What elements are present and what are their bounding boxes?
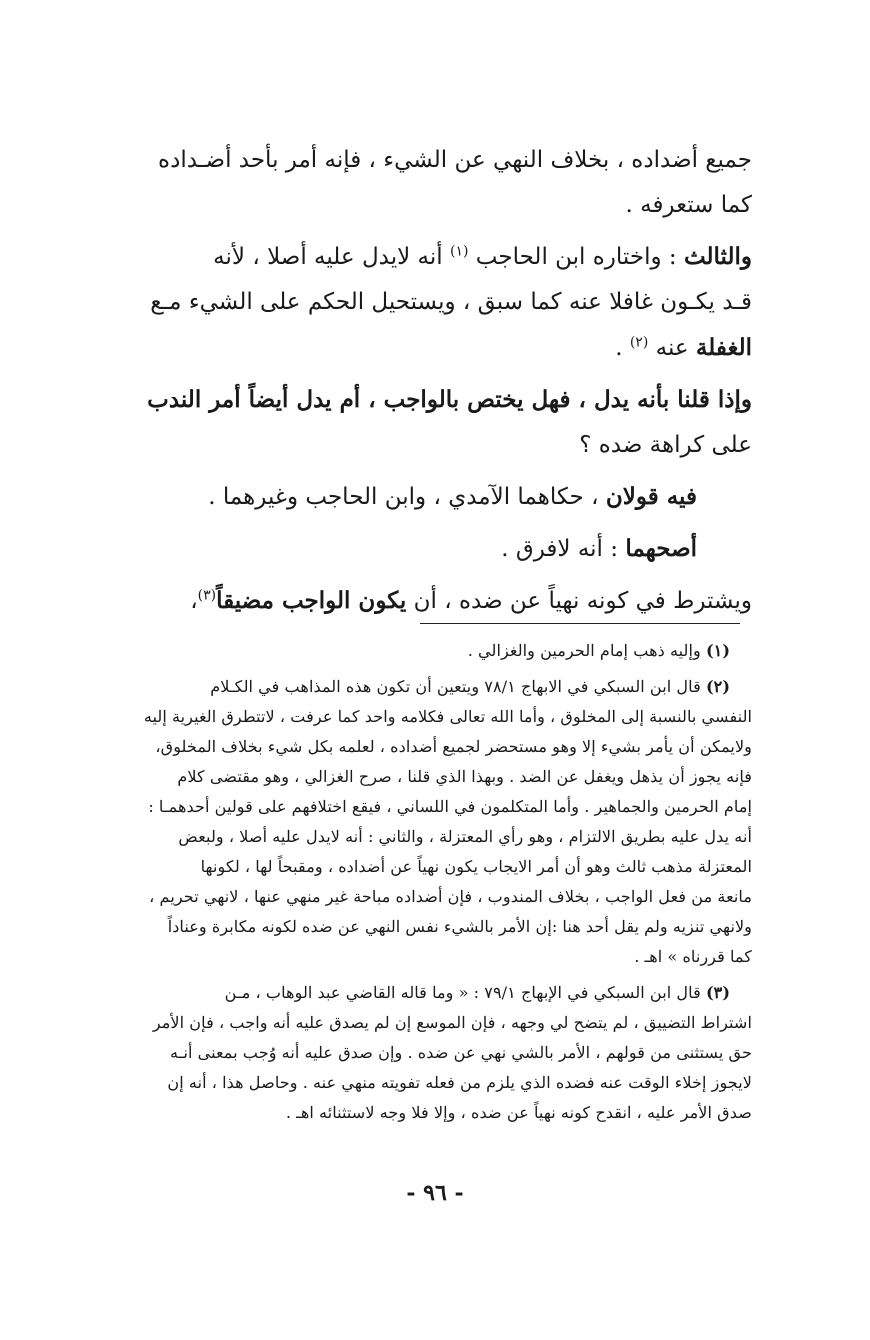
text-fragment: أنه لايدل عليه أصلا ، لأنه [213, 244, 450, 270]
footnote-1 [92, 636, 752, 666]
paragraph-two-views [92, 474, 752, 520]
footnote-line: حق يستثنى من قولهم ، الأمر بالشي نهي عن ضده . وإن صدق عليه أنه وُجب بمعنى أنـه [170, 1043, 752, 1062]
text-fragment: قال ابن السبكي في الإبهاج ٧٩/١ : « وما قاله القاضي عبد الوهاب ، مـن [224, 983, 706, 1002]
text-line: قـد يكـون غافلا عنه كما سبق ، ويستحيل الحكم على الشيء مـع [150, 289, 752, 315]
two-views-label: فيه قولان [605, 483, 697, 510]
question-text: وإذا قلنا بأنه يدل ، فهل يختص بالواجب ، أم يدل أيضاً أمر الندب [147, 386, 752, 413]
footnote-line: ولانهي تنزيه ولم يقل أحد هنا :إن الأمر بالشيء نفس النهي عن ضده لكونه مكابرة وعناداً [167, 917, 752, 936]
third-view-label: والثالث [683, 243, 752, 270]
text-fragment: ، حكاهما الآمدي ، وابن الحاجب وغيرهما . [208, 484, 606, 510]
footnote-line: مانعة من فعل الواجب ، بخلاف المندوب ، فإن أضداده مباحة غير منهي عنها ، لانهي تحريم ، [149, 887, 752, 906]
footnote-line: اشتراط التضييق ، لم يتضح لي وجهه ، فإن الموسع إن لم يصدق عليه أنه واجب ، فإن الأمر [152, 1013, 752, 1032]
text-fragment: وإليه ذهب إمام الحرمين والغزالي . [467, 641, 706, 660]
text-fragment: عنه [648, 335, 696, 361]
text-fragment: . [615, 335, 630, 361]
footnote-line: فإنه يجوز أن يذهل ويغفل عن الضد . وبهذا الذي قلنا ، صرح الغزالي ، وهو مقتضى كلام [177, 767, 752, 786]
footnote-line: صدق الأمر عليه ، انقدح كونه نهياً عن ضده ، وإلا فلا وجه لاستثنائه اهـ . [285, 1103, 752, 1122]
main-text [92, 138, 752, 624]
footnote-2 [92, 672, 752, 702]
footnote-line: ولايمكن أن يأمر بشيء إلا وهو مستحضر لجميع أضداده ، لعلمه بكل شيء بخلاف المخلوق، [155, 737, 752, 756]
footnote-line: إمام الحرمين والجماهير . وأما المتكلمون في اللساني ، فيقع اختلافهم على قولين أحدهمـا : [148, 797, 752, 816]
footnote-line: أنه يدل عليه بطريق الالتزام ، وهو رأي المعتزلة ، والثاني : أنه لايدل عليه أصلا ، ولبعض [178, 827, 752, 846]
footnote-line: لايجوز إخلاء الوقت عنه فضده الذي يلزم من فعله تفويته منهي عنه . وحاصل هذا ، أنه إن [167, 1073, 752, 1092]
text-line: على كراهة ضده ؟ [579, 432, 752, 458]
text-fragment: الغفلة [695, 334, 752, 361]
footnote-line: النفسي بالنسبة إلى المخلوق ، وأما الله تعالى فكلامه واحد كما عرفت ، لاتتطرق الغيرية إليه [143, 707, 752, 726]
footnote-3 [92, 978, 752, 1008]
footnote-line: كما قررناه » اهـ . [634, 947, 752, 966]
footnote-number: (٢) [705, 677, 730, 696]
paragraph-correct-view [92, 526, 752, 572]
text-line: كما ستعرفه . [625, 192, 752, 218]
text-fragment: يكون الواجب مضيقاً [216, 587, 407, 614]
footnote-separator [420, 623, 740, 624]
text-fragment: : واختاره ابن الحاجب [468, 244, 684, 270]
footnotes [92, 636, 752, 1128]
paragraph-third-view [92, 234, 752, 280]
footnote-line: المعتزلة مذهب ثالث وهو أن أمر الايجاب يكون نهياً عن أضداده ، ومقبحاً لها ، لكونها [200, 857, 752, 876]
text-line: جميع أضداده ، بخلاف النهي عن الشيء ، فإنه أمر بأحد أضـداده [158, 147, 752, 173]
footnote-number: (٣) [705, 983, 730, 1002]
footnote-ref-3[interactable]: (٣) [197, 587, 217, 604]
text-fragment: قال ابن السبكي في الابهاج ٧٨/١ ويتعين أن تكون هذه المذاهب في الكـلام [210, 677, 706, 696]
text-fragment: ويشترط في كونه نهياً عن ضده ، أن [406, 588, 752, 614]
footnote-number: (١) [705, 641, 730, 660]
text-fragment: : أنه لافرق . [501, 536, 626, 562]
correct-view-label: أصحهما [625, 535, 697, 562]
page-number: - ٩٦ - [406, 1180, 464, 1206]
footnote-ref-1[interactable]: (١) [450, 243, 469, 260]
text-line [92, 325, 752, 371]
text-line [92, 377, 752, 423]
footnote-ref-2[interactable]: (٢) [629, 334, 649, 351]
paragraph-condition [92, 578, 752, 624]
text-fragment: ، [190, 588, 198, 614]
